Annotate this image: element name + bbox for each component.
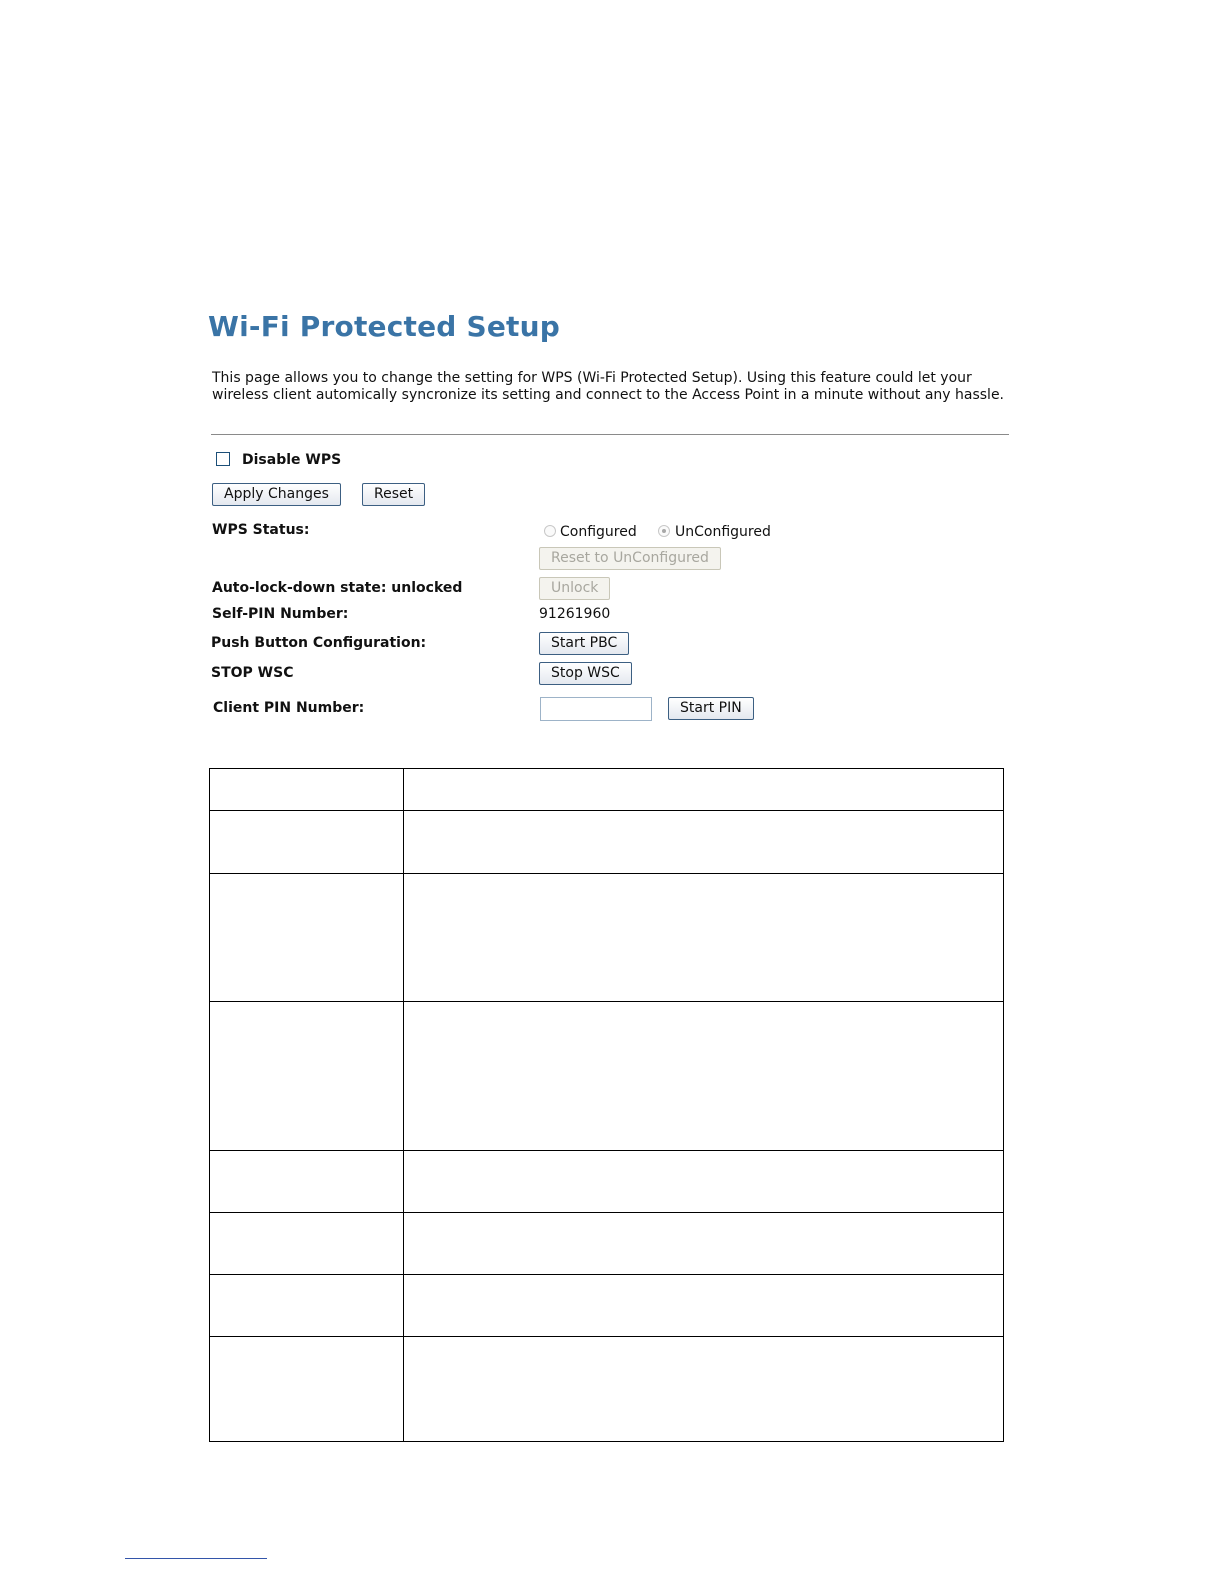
disable-wps-checkbox[interactable] (216, 452, 230, 466)
table-cell (404, 1275, 1004, 1337)
table-row (210, 811, 1004, 874)
self-pin-label: Self-PIN Number: (212, 606, 349, 622)
page-title: Wi-Fi Protected Setup (208, 310, 560, 343)
table-cell (210, 811, 404, 874)
table-cell (404, 1151, 1004, 1213)
configured-radio-label: Configured (560, 524, 637, 540)
table-cell (210, 1002, 404, 1151)
description-table (209, 768, 1004, 1442)
start-pbc-button[interactable]: Start PBC (539, 632, 629, 655)
page-description: This page allows you to change the setting for WPS (Wi-Fi Protected Setup). Using this feature could let your wireless client automically syncronize its setting and connect to the Access Point in a minute without any hassle. (212, 370, 1005, 403)
table-cell (404, 1337, 1004, 1442)
table-row (210, 874, 1004, 1002)
start-pin-button[interactable]: Start PIN (668, 697, 754, 720)
table-row (210, 1275, 1004, 1337)
table-cell (210, 1275, 404, 1337)
reset-to-unconfigured-button[interactable]: Reset to UnConfigured (539, 547, 721, 570)
table-cell (404, 769, 1004, 811)
wps-status-label: WPS Status: (212, 522, 310, 538)
reset-button[interactable]: Reset (362, 483, 425, 506)
auto-lock-state-label: Auto-lock-down state: unlocked (212, 580, 463, 596)
self-pin-value: 91261960 (539, 606, 611, 622)
disable-wps-label: Disable WPS (242, 452, 342, 468)
table-cell (210, 769, 404, 811)
table-cell (404, 1213, 1004, 1275)
table-cell (404, 1002, 1004, 1151)
apply-changes-button[interactable]: Apply Changes (212, 483, 341, 506)
table-row (210, 1337, 1004, 1442)
table-cell (210, 1151, 404, 1213)
pbc-label: Push Button Configuration: (211, 635, 427, 651)
table-cell (210, 1213, 404, 1275)
table-row (210, 769, 1004, 811)
client-pin-label: Client PIN Number: (213, 700, 365, 716)
table-cell (404, 811, 1004, 874)
stop-wsc-button[interactable]: Stop WSC (539, 662, 632, 685)
unconfigured-radio-label: UnConfigured (675, 524, 771, 540)
configured-radio[interactable] (544, 525, 556, 537)
stop-wsc-label: STOP WSC (211, 665, 294, 681)
client-pin-input[interactable] (540, 697, 652, 721)
table-row (210, 1213, 1004, 1275)
table-row (210, 1151, 1004, 1213)
footnote-separator (125, 1558, 267, 1559)
divider (211, 434, 1009, 435)
table-cell (210, 1337, 404, 1442)
table-cell (404, 874, 1004, 1002)
unlock-button[interactable]: Unlock (539, 577, 610, 600)
table-cell (210, 874, 404, 1002)
table-row (210, 1002, 1004, 1151)
unconfigured-radio[interactable] (658, 525, 670, 537)
